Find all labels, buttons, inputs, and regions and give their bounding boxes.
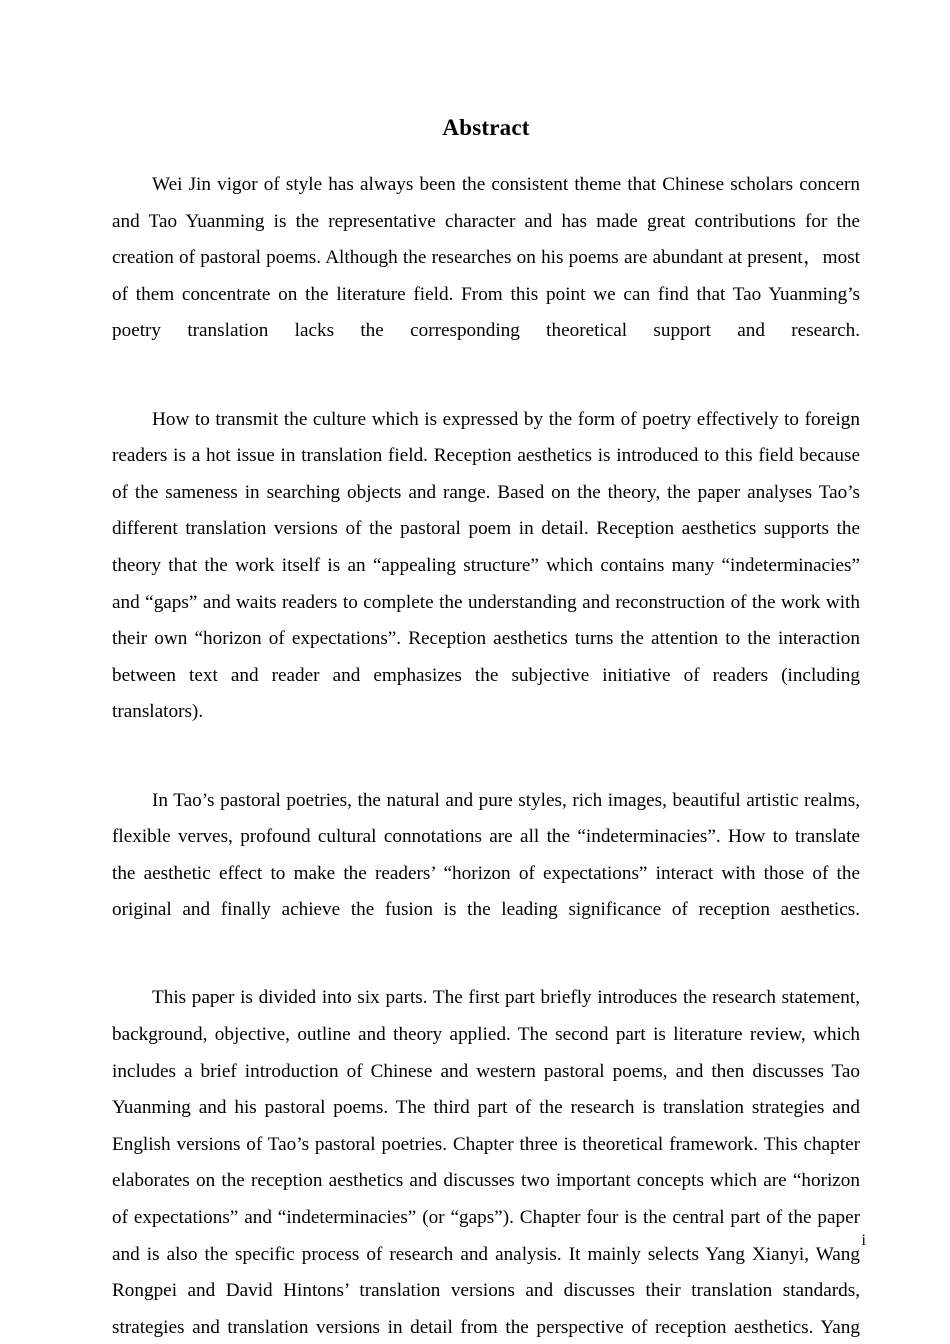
abstract-paragraph-3: In Tao’s pastoral poetries, the natural and pure styles, rich images, beautiful artistic realms, flexible verves, profound cultural connotations are all the “indeterminacies”. How to translate the aesthetic effect to make the readers’ “horizon of expectations” interact with those of the original and finally achieve the fusion is the leading significance of reception aesthetics. [112, 789, 860, 921]
page-text-column [112, 0, 860, 1344]
abstract-paragraph-2: How to transmit the culture which is expressed by the form of poetry effectively to foreign readers is a hot issue in translation field. Reception aesthetics is introduced to this field because of the sameness in searching objects and range. Based on the theory, the paper analyses Tao’s different translation versions of the pastoral poem in detail. Reception aesthetics supports the theory that the work itself is an “appealing structure” which contains many “indeterminacies” and “gaps” and waits readers to complete the understanding and reconstruction of the work with their own “horizon of expectations”. Reception aesthetics turns the attention to the interaction between text and reader and emphasizes the subjective initiative of readers (including translators). [112, 408, 860, 723]
page-title: Abstract [442, 115, 530, 140]
abstract-paragraph-1: Wei Jin vigor of style has always been the consistent theme that Chinese scholars concern and Tao Yuanming is the representative character and has made great contributions for the creation of pastoral poems. Although the researches on his poems are abundant at present，most of them concentrate on the literature field. From this point we can find that Tao Yuanming’s poetry translation lacks the corresponding theoretical support and research. [112, 174, 860, 342]
abstract-paragraph-4: This paper is divided into six parts. The first part briefly introduces the research statement, background, objective, outline and theory applied. The second part is literature review, which includes a brief introduction of Chinese and western pastoral poems, and then discusses Tao Yuanming and his pastoral poems. The third part of the research is translation strategies and English versions of Tao’s pastoral poetries. Chapter three is theoretical framework. This chapter elaborates on the reception aesthetics and discusses two important concepts which are “horizon of expectations” and “indeterminacies” (or “gaps”). Chapter four is the central part of the paper and is also the specific process of research and analysis. It mainly selects Yang Xianyi, Wang Rongpei and David Hintons’ translation versions and discusses their translation standards, strategies and translation versions in detail from the perspective of reception aesthetics. Yang [112, 987, 860, 1338]
page-number: i [861, 1232, 866, 1249]
